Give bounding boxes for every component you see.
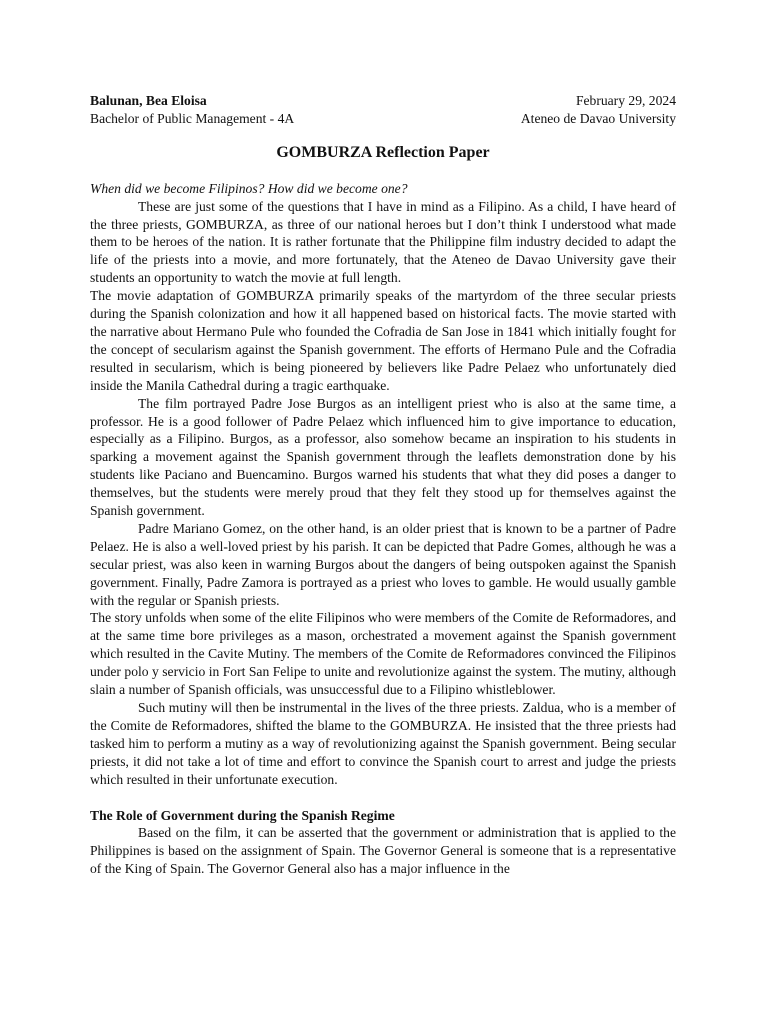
program-name: Bachelor of Public Management - 4A	[90, 110, 295, 126]
body-paragraph-3: The film portrayed Padre Jose Burgos as an intelligent priest who is also at the same time, a professor. He is a good follower of Padre Pelaez which influenced him to give importance to education, especially as a Filipino. Burgos, as a professor, also somehow became an inspiration to his students in sparking a movement against the Spanish government through the leaflets demonstration done by his students like Paciano and Buencamino. Burgos warned his students that what they did poses a danger to themselves, but the students were merely proud that they felt they stood up for themselves against the Spanish government.	[90, 395, 676, 519]
body-paragraph-5: The story unfolds when some of the elite Filipinos who were members of the Comite de Reformadores, and at the same time bore privileges as a mason, orchestrated a movement against the Spanish government which resulted in the Cavite Mutiny. The members of the Comite de Reformadores convinced the Filipinos under polo y servicio in Fort San Felipe to unite and revolutionize against the system. The mutiny, although slain a number of Spanish officials, was unsuccessful due to a Filipino whistleblower.	[90, 610, 676, 698]
body-paragraph-6: Such mutiny will then be instrumental in the lives of the three priests. Zaldua, who is a member of the Comite de Reformadores, shifted the blame to the GOMBURZA. He insisted that the three priests had tasked him to perform a mutiny as a way of revolutionizing against the Spanish government. Being secular priests, it did not take a lot of time and effort to convince the Spanish court to arrest and judge the priests which resulted in their unfortunate execution.	[90, 700, 676, 787]
section-heading: The Role of Government during the Spanish Regime	[90, 807, 395, 823]
document-page	[90, 92, 676, 878]
paper-title: GOMBURZA Reflection Paper	[276, 143, 490, 161]
body-paragraph-4: Padre Mariano Gomez, on the other hand, is an older priest that is known to be a partner of Padre Pelaez. He is also a well-loved priest by his parish. It can be depicted that Padre Gomes, although he was a secular priest, was also keen in warning Burgos about the dangers of being outspoken against the Spanish government. Finally, Padre Zamora is portrayed as a priest who loves to gamble. He would usually gamble with the regular or Spanish priests.	[90, 520, 676, 608]
document-date: February 29, 2024	[575, 93, 676, 108]
opening-question: When did we become Filipinos? How did we become one?	[90, 180, 408, 196]
body-paragraph-2: The movie adaptation of GOMBURZA primarily speaks of the martyrdom of the three secular priests during the Spanish colonization and how it all happened based on historical facts. The movie started with the narrative about Hermano Pule who founded the Cofradia de San Jose in 1841 which initially fought for the concept of secularism against the Spanish government. The efforts of Hermano Pule and the Cofradia resulted in secularism, which is being pioneered by believers like Padre Pelaez who unfortunately died inside the Manila Cathedral during a tragic earthquake.	[90, 288, 676, 393]
header-row-1	[90, 92, 676, 110]
body-paragraph-1: These are just some of the questions that I have in mind as a Filipino. As a child, I have heard of the three priests, GOMBURZA, as three of our national heroes but I don’t think I understood what made them to be heroes of the nation. It is rather fortunate that the Philippine film industry decided to adapt the life of the priests into a movie, and more fortunately, that the Ateneo de Davao University gave their students an opportunity to watch the movie at full length.	[90, 198, 676, 286]
author-name: Balunan, Bea Eloisa	[90, 93, 207, 108]
school-name: Ateneo de Davao University	[520, 110, 676, 126]
section-paragraph: Based on the film, it can be asserted that the government or administration that is applied to the Philippines is based on the assignment of Spain. The Governor General is someone that is a representative of the King of Spain. The Governor General also has a major influence in the	[90, 825, 676, 877]
header-row-2	[90, 110, 676, 128]
